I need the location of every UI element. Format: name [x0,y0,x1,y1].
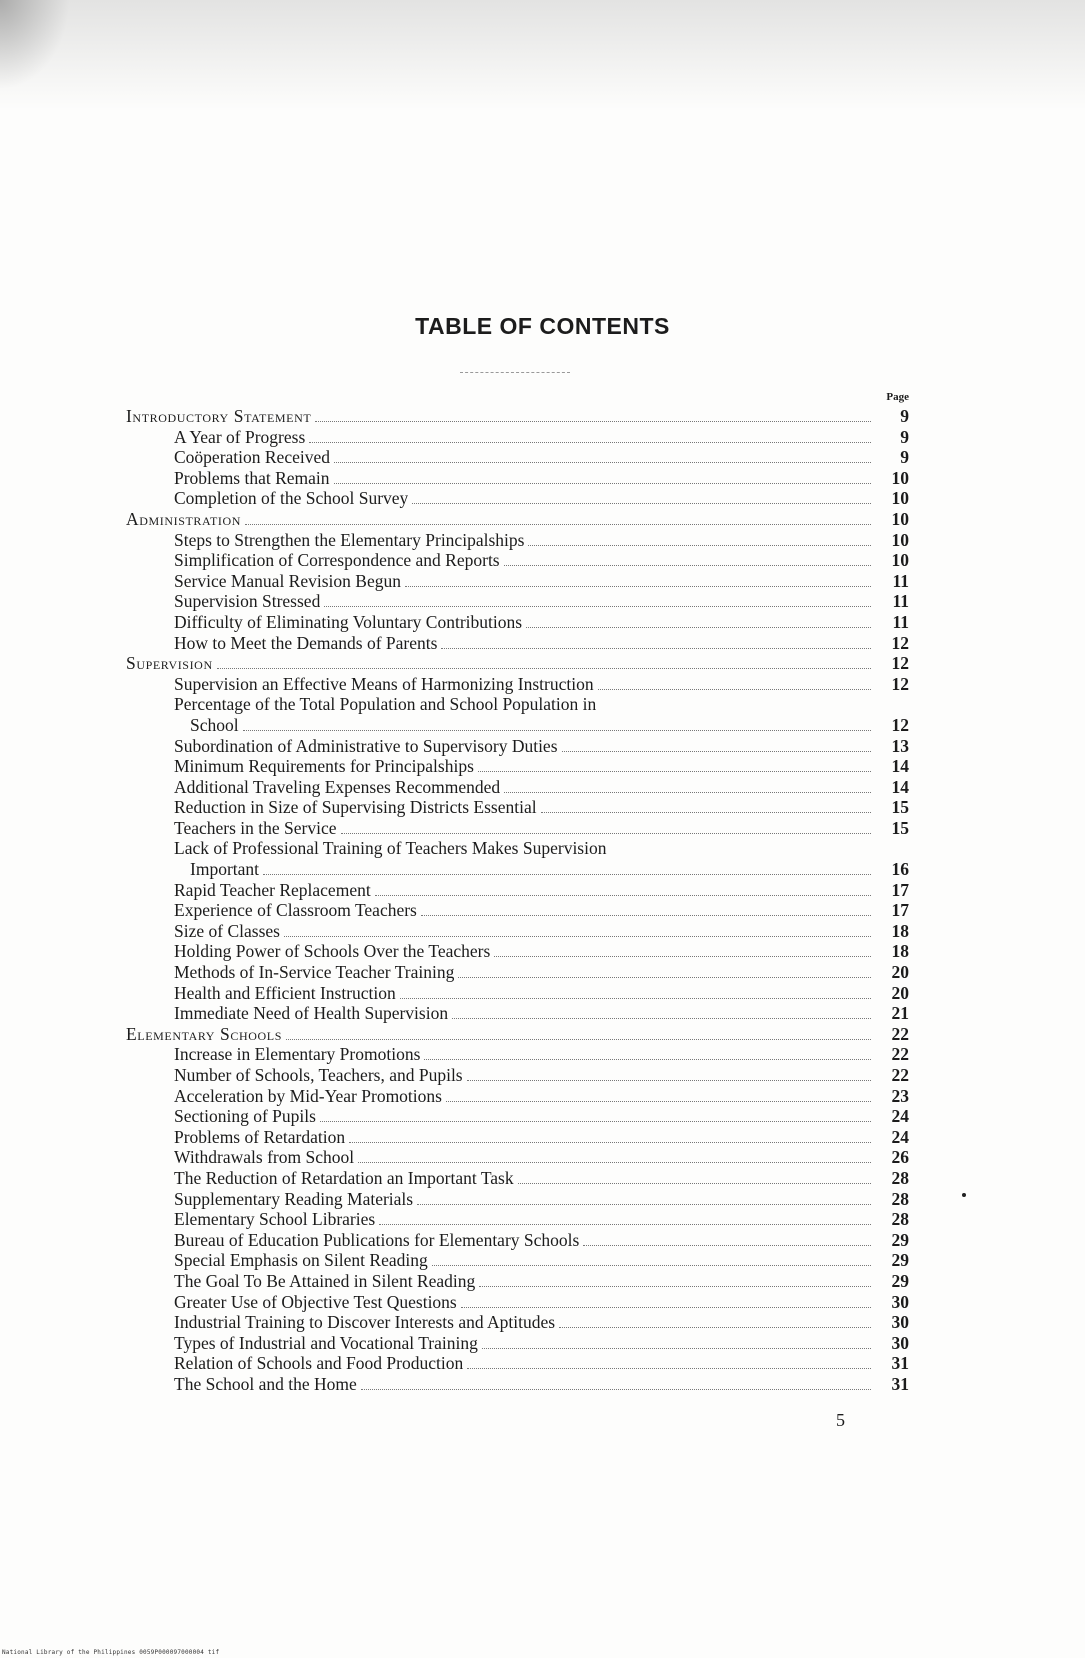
toc-entry-continuation [174,859,909,880]
toc-entry [126,880,909,901]
toc-entry [126,633,909,654]
toc-entry-page: 20 [891,962,909,983]
toc-entry [126,777,909,798]
dot-leader [349,1142,871,1143]
dot-leader [341,833,871,834]
toc-entry-page: 20 [891,982,909,1003]
dot-leader [482,1348,871,1349]
dot-leader [541,812,871,813]
toc-entry-title: Introductory Statement [126,406,312,426]
toc-entry-title: Supplementary Reading Materials [174,1188,414,1209]
table-of-contents [126,388,909,1395]
toc-entry [126,962,909,983]
toc-entry-page: 10 [891,488,909,509]
toc-entry-title: Elementary Schools [126,1023,282,1044]
toc-entry-page: 29 [891,1229,909,1250]
toc-entry [126,427,909,448]
toc-entry-page: 28 [891,1188,909,1209]
toc-entry-title: Administration [126,508,242,529]
toc-entry [126,983,909,1004]
toc-entry-page: 13 [891,735,909,756]
toc-entry-title: The Goal To Be Attained in Silent Reading [174,1270,476,1291]
scan-edge-shadow [0,0,1085,110]
dot-leader [400,998,871,999]
dot-leader [562,751,871,752]
toc-entry [126,1250,909,1271]
toc-entry-title: How to Meet the Demands of Parents [174,632,438,653]
toc-entry-title: Rapid Teacher Replacement [174,879,371,900]
dot-leader [243,730,871,731]
toc-entry [126,941,909,962]
toc-entry-page: 12 [891,632,909,653]
dot-leader [412,503,871,504]
toc-entry-page: 24 [891,1126,909,1147]
toc-entry-page: 15 [891,797,909,818]
toc-entry-page: 22 [891,1065,909,1085]
toc-entry [126,1292,909,1313]
toc-entry-page: 16 [891,859,909,880]
toc-entry-page: 28 [891,1167,909,1188]
toc-entry-page: 10 [891,529,909,550]
toc-entry-page: 10 [891,508,909,529]
toc-entry-page: 30 [891,1332,909,1353]
toc-entry-page: 9 [900,406,909,426]
toc-entry-title: Subordination of Administrative to Supervisory Duties [174,735,558,756]
dot-leader [452,1018,871,1019]
toc-entry [126,1065,909,1086]
toc-entry-title: Percentage of the Total Population and School Population in [174,694,597,715]
toc-entry-title: Problems that Remain [174,467,330,488]
dot-leader [263,874,871,875]
toc-entry [126,674,909,695]
dot-leader [432,1265,871,1266]
toc-entry [126,1106,909,1127]
toc-entry-title: Sectioning of Pupils [174,1106,316,1127]
toc-entry-title: Additional Traveling Expenses Recommended [174,776,501,797]
dot-leader [478,771,871,772]
dot-leader [526,627,871,628]
toc-entry [126,921,909,942]
toc-entry-title: Health and Efficient Instruction [174,982,396,1003]
dot-leader [528,545,871,546]
toc-entry-page: 12 [891,673,909,694]
toc-entry-title: Teachers in the Service [174,817,337,838]
toc-entry-title: Supervision [126,653,213,674]
toc-entry-title: Immediate Need of Health Supervision [174,1003,449,1024]
toc-entry [126,1086,909,1107]
toc-entry-page: 11 [892,570,909,591]
dot-leader [479,1286,871,1287]
toc-entry [126,736,909,757]
toc-entry-page: 11 [892,591,909,612]
dot-leader [324,606,871,607]
toc-entry-title: Relation of Schools and Food Production [174,1353,464,1374]
toc-entry-page: 14 [891,756,909,777]
dot-leader [583,1245,871,1246]
toc-entry [126,1312,909,1333]
toc-entry-title: The School and the Home [174,1373,357,1394]
toc-entry-page: 29 [891,1250,909,1271]
toc-entry-page: 28 [891,1209,909,1230]
toc-entry [126,1230,909,1251]
dot-leader [494,956,871,957]
dot-leader [504,792,871,793]
toc-entry-title: Acceleration by Mid-Year Promotions [174,1085,442,1106]
toc-entry-continuation [174,715,909,736]
toc-entry-page: 30 [891,1312,909,1333]
dot-leader [504,565,871,566]
toc-entry [126,1209,909,1230]
toc-entry-page: 22 [891,1023,909,1044]
toc-entry [126,1147,909,1168]
dot-leader [320,1121,871,1122]
toc-section-entry [126,1024,909,1045]
toc-entry-title: Minimum Requirements for Principalships [174,756,474,777]
toc-entry-title: Supervision an Effective Means of Harmonizing Instruction [174,673,594,694]
toc-entry-title: A Year of Progress [174,426,306,447]
toc-entry-page: 12 [891,714,909,735]
page-title: TABLE OF CONTENTS [415,313,670,340]
ink-mark [962,1193,966,1197]
toc-entry-title: Size of Classes [174,920,280,941]
toc-entry [126,797,909,818]
toc-entry-page: 10 [891,467,909,488]
toc-entry-page: 21 [891,1003,909,1024]
toc-entry [126,694,909,735]
toc-entry-page: 31 [891,1353,909,1374]
toc-entry-title: Methods of In-Service Teacher Training [174,962,455,983]
dot-leader [284,936,871,937]
toc-entry [126,1003,909,1024]
toc-entry-list [126,406,909,1395]
toc-entry-title: Increase in Elementary Promotions [174,1044,421,1065]
toc-entry [126,1353,909,1374]
toc-entry [126,550,909,571]
toc-entry-page: 14 [891,776,909,797]
toc-entry [126,1044,909,1065]
toc-entry-title: School [190,714,239,735]
dot-leader [315,421,871,422]
toc-entry [126,838,909,879]
toc-entry-page: 30 [891,1291,909,1312]
dot-leader [461,1307,871,1308]
toc-entry-title: Lack of Professional Training of Teachers Makes Supervision [174,838,607,859]
toc-entry-title: The Reduction of Retardation an Important Task [174,1167,514,1188]
toc-entry-page: 23 [891,1085,909,1106]
toc-entry [126,756,909,777]
title-divider [460,372,570,373]
dot-leader [559,1327,871,1328]
toc-entry [126,1168,909,1189]
toc-entry-page: 10 [891,550,909,571]
dot-leader [467,1080,871,1081]
dot-leader [286,1039,871,1040]
toc-entry [126,1374,909,1395]
dot-leader [379,1224,871,1225]
toc-entry-title: Important [190,859,260,880]
toc-entry-title: Difficulty of Eliminating Voluntary Contributions [174,611,523,632]
toc-entry-page: 11 [892,611,909,632]
toc-entry-page: 9 [900,447,909,468]
page-column-header [126,388,909,406]
toc-entry-page: 31 [891,1373,909,1394]
dot-leader [467,1368,871,1369]
toc-entry-page: 24 [891,1106,909,1127]
dot-leader [375,895,871,896]
toc-entry [126,1333,909,1354]
toc-entry-title: Problems of Retardation [174,1126,346,1147]
dot-leader [309,442,871,443]
toc-entry-page: 17 [891,900,909,921]
toc-entry [126,571,909,592]
toc-entry-title: Experience of Classroom Teachers [174,900,417,921]
dot-leader [441,648,871,649]
dot-leader [598,689,871,690]
toc-section-entry [126,653,909,674]
dot-leader [518,1183,871,1184]
toc-section-entry [126,509,909,530]
dot-leader [358,1162,871,1163]
dot-leader [417,1204,871,1205]
toc-entry-page: 12 [891,653,909,674]
toc-entry-title: Reduction in Size of Supervising Districts Essential [174,797,537,818]
toc-entry-title: Completion of the School Survey [174,488,409,509]
toc-entry-title: Service Manual Revision Begun [174,570,401,591]
toc-entry-title: Holding Power of Schools Over the Teachers [174,941,491,962]
dot-leader [424,1059,871,1060]
toc-entry-title: Withdrawals from School [174,1147,355,1168]
toc-entry [126,530,909,551]
toc-entry [126,447,909,468]
page-number: 5 [836,1410,845,1430]
toc-entry-page: 29 [891,1270,909,1291]
dot-leader [421,915,871,916]
toc-entry [126,1271,909,1292]
toc-entry-title: Number of Schools, Teachers, and Pupils [174,1065,463,1085]
toc-entry-title: Coöperation Received [174,447,330,468]
toc-entry-page: 18 [891,920,909,941]
toc-entry [126,900,909,921]
dot-leader [245,524,871,525]
toc-section-entry [126,406,909,427]
dot-leader [458,977,871,978]
toc-entry-title: Greater Use of Objective Test Questions [174,1291,457,1312]
page-column-label: Page [886,391,909,403]
dot-leader [334,483,871,484]
toc-entry-page: 26 [891,1147,909,1168]
toc-entry-title: Simplification of Correspondence and Reports [174,550,500,571]
dot-leader [446,1101,871,1102]
toc-entry [126,488,909,509]
dot-leader [361,1389,871,1390]
toc-entry-title: Industrial Training to Discover Interests and Aptitudes [174,1312,556,1333]
toc-entry [126,1127,909,1148]
toc-entry-page: 15 [891,817,909,838]
toc-entry [126,612,909,633]
toc-entry-page: 22 [891,1044,909,1065]
scan-corner-shadow [0,0,70,90]
toc-entry-title: Steps to Strengthen the Elementary Principalships [174,529,525,550]
toc-entry-title: Types of Industrial and Vocational Training [174,1332,478,1353]
dot-leader [405,586,871,587]
toc-entry [126,818,909,839]
dot-leader [334,462,871,463]
toc-entry [126,468,909,489]
scan-credit-line: National Library of the Philippines 0059P000097000004 tif [2,1649,220,1656]
toc-entry-title: Special Emphasis on Silent Reading [174,1250,428,1271]
toc-entry-page: 9 [900,426,909,447]
toc-entry-title: Supervision Stressed [174,591,321,612]
toc-entry [126,1189,909,1210]
toc-entry-page: 17 [891,879,909,900]
dot-leader [217,668,871,669]
toc-entry-page: 18 [891,941,909,962]
toc-entry-title: Elementary School Libraries [174,1209,376,1230]
toc-entry-title: Bureau of Education Publications for Elementary Schools [174,1229,580,1250]
toc-entry [126,591,909,612]
